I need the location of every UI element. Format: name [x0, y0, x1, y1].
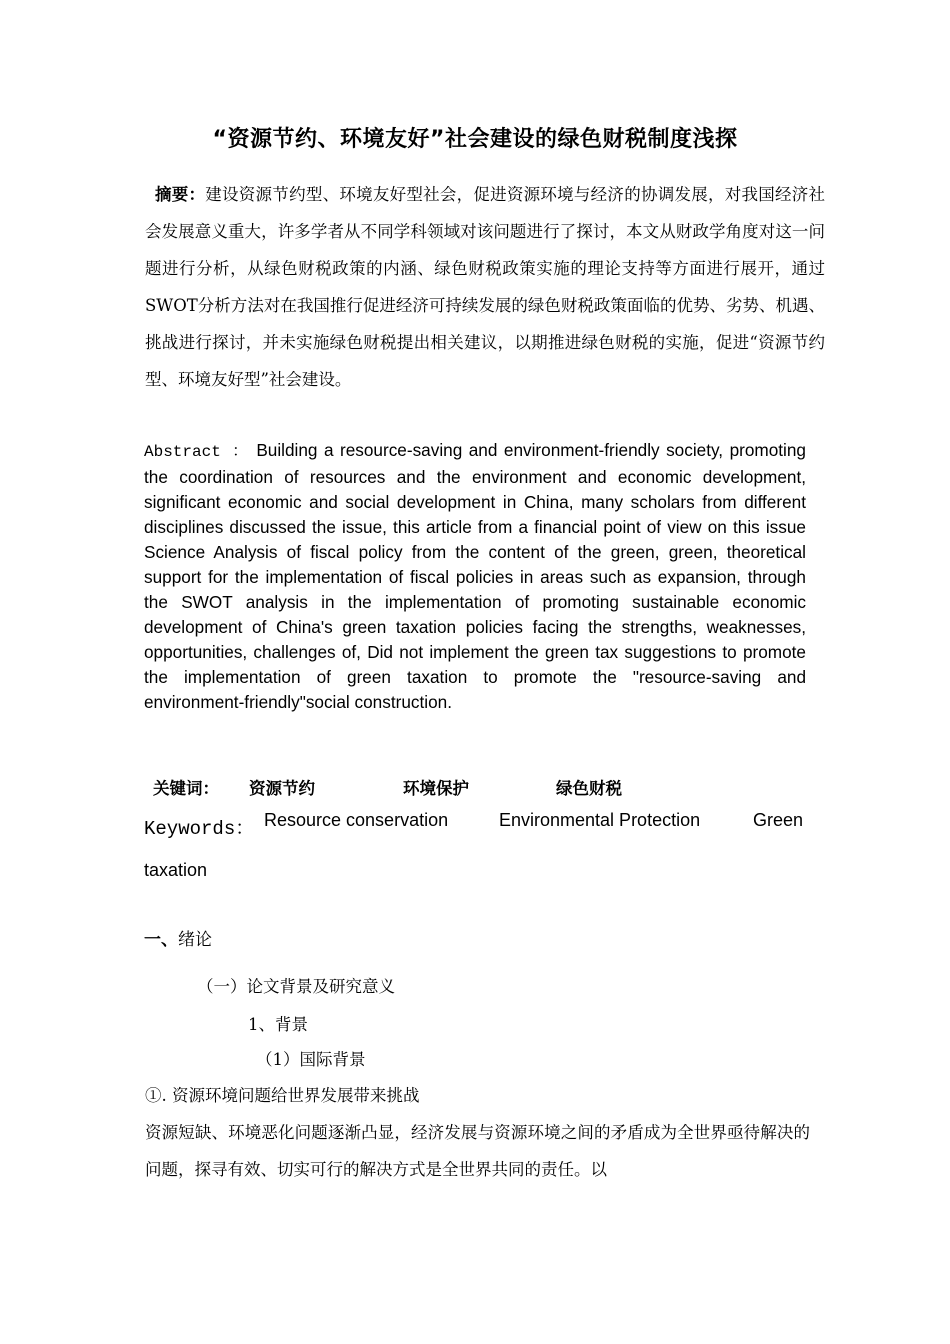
section-number: 一、 [144, 930, 178, 950]
keywords-cn-label: 关键词： [153, 779, 219, 798]
body-paragraph: 资源短缺、环境恶化问题逐渐凸显，经济发展与资源环境之间的矛盾成为全世界亟待解决的问题，探寻有效、切实可行的解决方式是全世界共同的责任。以 [145, 1123, 810, 1179]
section-title: 绪论 [178, 930, 212, 950]
keyword-en-1: Resource conservation [264, 810, 449, 830]
keyword-cn-2: 环境保护 [403, 779, 469, 798]
abstract-en [144, 438, 806, 715]
keyword-en-continuation: taxation [144, 860, 208, 880]
keyword-en-2: Environmental Protection [499, 810, 701, 830]
item-heading: 1、背景 [248, 1015, 308, 1034]
section-heading [144, 925, 212, 950]
paper-title: “资源节约、环境友好”社会建设的绿色财税制度浅探 [212, 127, 738, 152]
sub-item-heading: （1）国际背景 [256, 1050, 366, 1069]
abstract-cn-label: 摘要： [155, 185, 206, 204]
subsection-heading: （一）论文背景及研究意义 [197, 977, 395, 996]
keywords-en-label: Keywords： [144, 818, 255, 840]
point-heading: ①. 资源环境问题给世界发展带来挑战 [145, 1086, 420, 1105]
keyword-en-3: Green [753, 810, 804, 830]
abstract-cn-text: 建设资源节约型、环境友好型社会，促进资源环境与经济的协调发展，对我国经济社会发展意义重大，许多学者从不同学科领域对该问题进行了探讨，本文从财政学角度对这一问题进行分析，从绿色财税政策的内涵、绿色财税政策实施的理论支持等方面进行展开，通过SWOT分析方法对在我国推行促进经济可持续发展的绿色财税政策面临的优势、劣势、机遇、挑战进行探讨，并未实施绿色财税提出相关建议，以期推进绿色财税的实施，促进“资源节约型、环境友好型”社会建设。 [145, 185, 826, 389]
abstract-cn [145, 176, 825, 398]
abstract-en-label: Abstract ： [144, 443, 250, 461]
keyword-cn-3: 绿色财税 [556, 779, 622, 798]
keyword-cn-1: 资源节约 [249, 779, 315, 798]
abstract-en-text: Building a resource-saving and environment-friendly society, promoting the coordination of resources and the environment and economic development, significant economic and social development in China, many scholars from different disciplines discussed the issue, this article from a financial point of view on this issue Science Analysis of fiscal policy from the content of the green, green, theoretical support for the implementation of fiscal policies in areas such as expansion, through the SWOT analysis in the implementation of promoting sustainable economic development of China's green taxation policies facing the strengths, weaknesses, opportunities, challenges of, Did not implement the green tax suggestions to promote the implementation of green taxation to promote the "resource-saving and environment-friendly"social construction. [144, 440, 806, 712]
